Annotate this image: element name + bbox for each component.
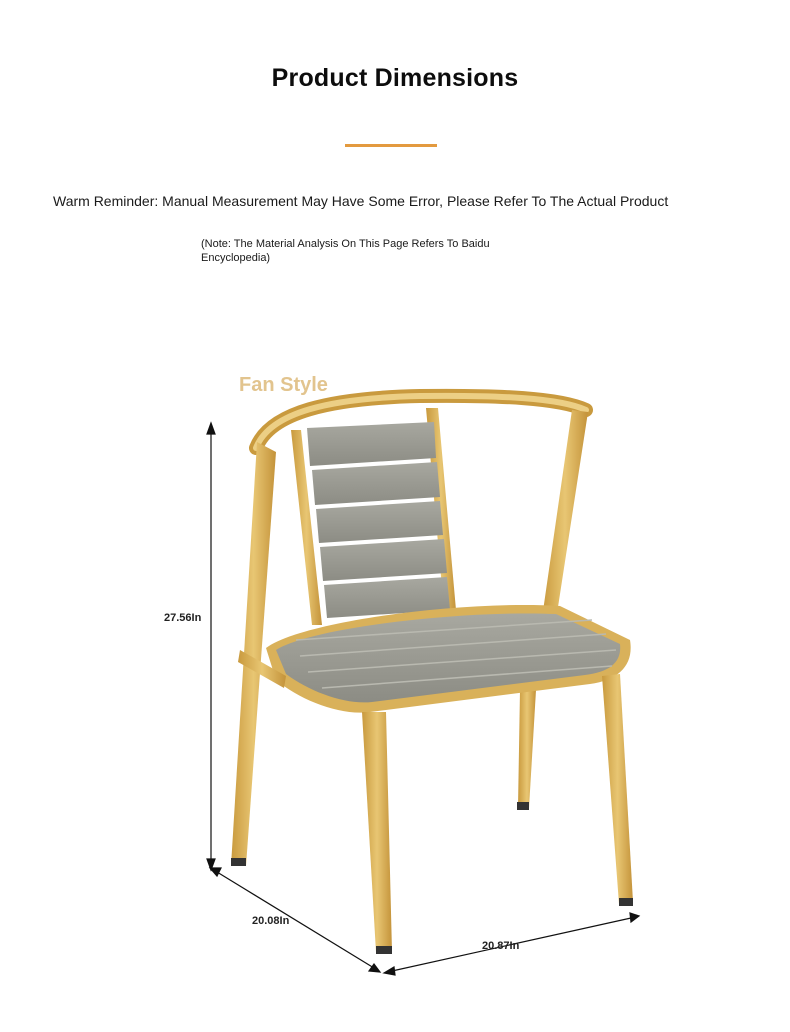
width-dimension-label: 20.87In [482,940,520,952]
depth-dimension-label: 20.08In [252,915,290,927]
height-dimension-label: 27.56In [164,612,202,624]
chair-back-slats [307,422,450,618]
chair-back-legs [517,690,536,810]
warm-reminder-text: Warm Reminder: Manual Measurement May Have Some Error, Please Refer To The Actual Product [53,193,669,209]
material-note-text: (Note: The Material Analysis On This Page Refers To Baidu Encyclopedia) [201,238,490,264]
height-dimension-arrow [207,423,215,870]
style-label: Fan Style [239,374,328,396]
depth-dimension-arrow [210,868,380,972]
page-title: Product Dimensions [271,64,519,92]
